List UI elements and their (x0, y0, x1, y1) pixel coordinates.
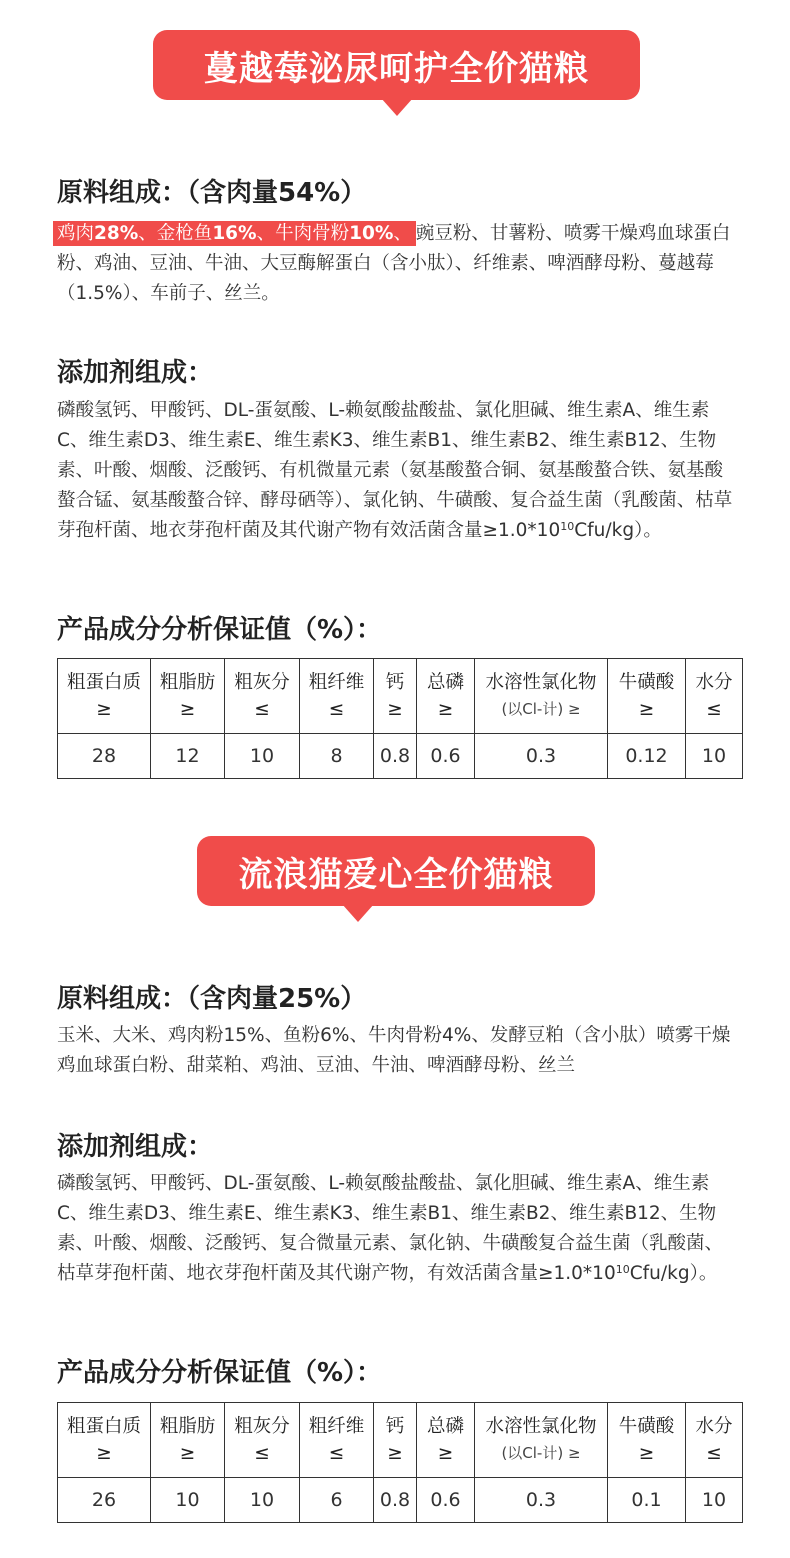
product-title-banner (197, 836, 595, 906)
hl-part: 、金枪鱼 (138, 223, 213, 244)
additives-heading: 添加剂组成： (57, 1132, 214, 1162)
header-cell: 总磷 ≥ (417, 659, 475, 734)
header-cell: 粗纤维 ≤ (300, 1403, 374, 1478)
value-cell: 28 (58, 734, 151, 779)
ingredients-heading: 原料组成：（含肉量54%） (57, 178, 367, 208)
ingredients-text: 玉米、大米、鸡肉粉15%、鱼粉6%、牛肉骨粉4%、发酵豆粕（含小肽）喷雾干燥鸡血球蛋白粉、甜菜粕、鸡油、豆油、牛油、啤酒酵母粉、丝兰 (57, 1025, 731, 1076)
analysis-heading: 产品成分分析保证值（%）： (57, 1358, 383, 1388)
header-cell: 粗蛋白质 ≥ (58, 1403, 151, 1478)
additives-heading: 添加剂组成： (57, 358, 214, 388)
hl-part: 10% (349, 223, 394, 244)
header-cell: 钙 ≥ (374, 659, 417, 734)
value-cell: 0.8 (374, 1478, 417, 1523)
additives-sup: 10 (615, 1263, 630, 1276)
header-cell: 牛磺酸 ≥ (608, 659, 686, 734)
hl-part: 、 (393, 223, 412, 244)
value-cell: 8 (300, 734, 374, 779)
value-cell: 0.6 (417, 734, 475, 779)
value-cell: 10 (151, 1478, 225, 1523)
header-cell: 粗纤维 ≤ (300, 659, 374, 734)
additives-text (57, 1169, 737, 1289)
product-title: 蔓越莓泌尿呵护全价猫粮 (204, 48, 589, 89)
hl-part: 16% (212, 223, 257, 244)
product-title-banner (153, 30, 640, 100)
table-header-row (58, 1403, 743, 1478)
value-cell: 10 (686, 734, 743, 779)
ingredients-heading: 原料组成：（含肉量25%） (57, 984, 367, 1014)
value-cell: 6 (300, 1478, 374, 1523)
additives-body: 磷酸氢钙、甲酸钙、DL-蛋氨酸、L-赖氨酸盐酸盐、氯化胆碱、维生素A、维生素C、维生素D3、维生素E、维生素K3、维生素B1、维生素B2、维生素B12、生物素、叶酸、烟酸、泛酸钙、复合微量元素、氯化钠、牛磺酸复合益生菌（乳酸菌、枯草芽孢杆菌、地衣芽孢杆菌及其代谢产物，有效活菌含量≥1.0*10 (57, 1173, 724, 1284)
value-cell: 26 (58, 1478, 151, 1523)
additives-tail: Cfu/kg）。 (629, 1263, 718, 1284)
value-cell: 0.3 (475, 1478, 608, 1523)
ingredients-rest: 豌豆粉、甘薯粉、喷雾干燥鸡血球蛋白粉、鸡油、豆油、牛油、大豆酶解蛋白（含小肽）、纤维素、啤酒酵母粉、蔓越莓（1.5%）、车前子、丝兰。 (57, 223, 731, 304)
header-cell: 水分 ≤ (686, 659, 743, 734)
value-cell: 12 (151, 734, 225, 779)
header-cell: 钙 ≥ (374, 1403, 417, 1478)
value-cell: 0.1 (608, 1478, 686, 1523)
value-cell: 10 (225, 1478, 300, 1523)
header-cell: 粗脂肪 ≥ (151, 659, 225, 734)
header-cell: 总磷 ≥ (417, 1403, 475, 1478)
table-header-row (58, 659, 743, 734)
analysis-table (57, 658, 743, 779)
ingredients-highlight (53, 221, 416, 246)
header-cell: 牛磺酸 ≥ (608, 1403, 686, 1478)
analysis-heading: 产品成分分析保证值（%）： (57, 615, 383, 645)
value-cell: 10 (686, 1478, 743, 1523)
value-cell: 0.8 (374, 734, 417, 779)
additives-tail: Cfu/kg）。 (574, 520, 662, 541)
header-cell: 水分 ≤ (686, 1403, 743, 1478)
product-title: 流浪猫爱心全价猫粮 (238, 854, 554, 895)
value-cell: 0.6 (417, 1478, 475, 1523)
hl-part: 鸡肉 (57, 223, 95, 244)
ingredients-text (57, 219, 737, 309)
analysis-table (57, 1402, 743, 1523)
table-row (58, 734, 743, 779)
header-cell: 粗灰分 ≤ (225, 659, 300, 734)
table-row (58, 1478, 743, 1523)
header-cell: 水溶性氯化物 (以Cl-计) ≥ (475, 1403, 608, 1478)
value-cell: 0.3 (475, 734, 608, 779)
header-cell: 水溶性氯化物 (以Cl-计) ≥ (475, 659, 608, 734)
additives-body: 磷酸氢钙、甲酸钙、DL-蛋氨酸、L-赖氨酸盐酸盐、氯化胆碱、维生素A、维生素C、维生素D3、维生素E、维生素K3、维生素B1、维生素B2、维生素B12、生物素、叶酸、烟酸、泛酸钙、有机微量元素（氨基酸螯合铜、氨基酸螯合铁、氨基酸螯合锰、氨基酸螯合锌、酵母硒等）、氯化钠、牛磺酸、复合益生菌（乳酸菌、枯草芽孢杆菌、地衣芽孢杆菌及其代谢产物有效活菌含量≥1.0*10 (57, 400, 733, 541)
value-cell: 10 (225, 734, 300, 779)
header-cell: 粗灰分 ≤ (225, 1403, 300, 1478)
value-cell: 0.12 (608, 734, 686, 779)
hl-part: 28% (94, 223, 139, 244)
header-cell: 粗蛋白质 ≥ (58, 659, 151, 734)
hl-part: 、牛肉骨粉 (256, 223, 350, 244)
additives-text (57, 396, 737, 546)
header-cell: 粗脂肪 ≥ (151, 1403, 225, 1478)
additives-sup: 10 (560, 520, 575, 533)
